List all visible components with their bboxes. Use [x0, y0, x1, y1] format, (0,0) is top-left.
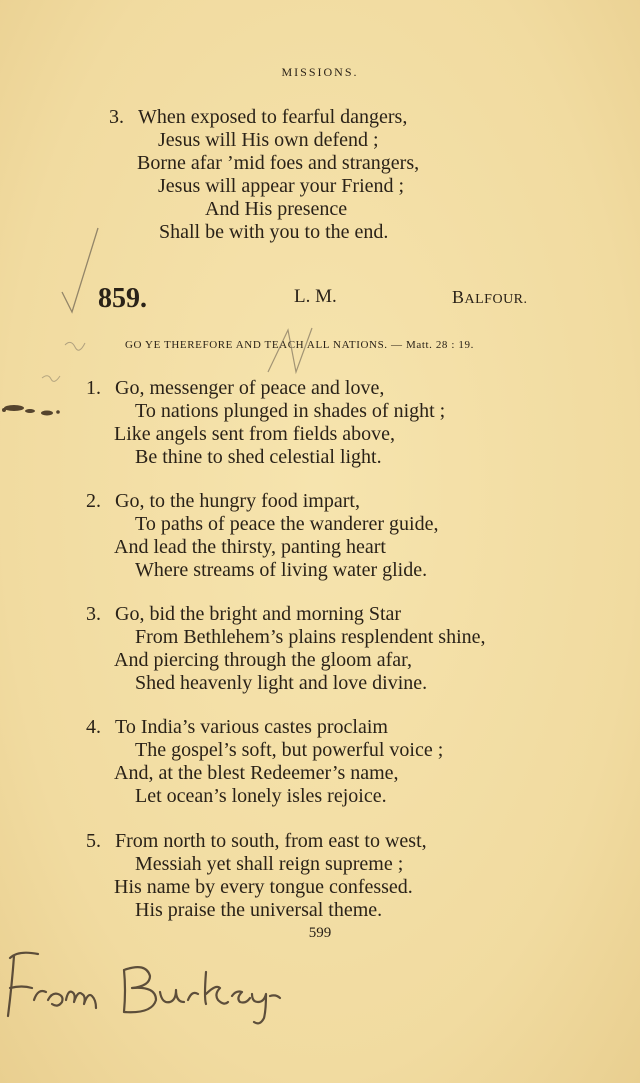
verse-line: When exposed to fearful dangers,	[138, 106, 408, 128]
verse-line: To India’s various castes proclaim	[115, 716, 388, 738]
verse-line: The gospel’s soft, but powerful voice ;	[135, 739, 444, 761]
verse-line: His name by every tongue confessed.	[114, 876, 413, 898]
stanza-number: 3.	[109, 106, 124, 128]
verse-line: His praise the universal theme.	[135, 899, 383, 921]
verse-line: Messiah yet shall reign supreme ;	[135, 853, 404, 875]
hymn-number: 859.	[98, 283, 147, 314]
verse-line: And lead the thirsty, panting heart	[114, 536, 386, 558]
verse-line: Jesus will appear your Friend ;	[158, 175, 405, 197]
ink-stain	[2, 405, 60, 416]
verse-line: Be thine to shed celestial light.	[135, 446, 382, 468]
scripture-reference: GO YE THEREFORE AND TEACH ALL NATIONS. — Matt. 28 : 19.	[125, 339, 474, 351]
verse-line: Jesus will His own defend ;	[158, 129, 379, 151]
verse-line: Borne afar ’mid foes and strangers,	[137, 152, 420, 174]
verse-line: Where streams of living water glide.	[135, 559, 428, 581]
verse-line: From Bethlehem’s plains resplendent shine,	[135, 626, 486, 648]
handwritten-signature	[8, 953, 280, 1024]
stanza-number: 5.	[86, 830, 101, 852]
verse-line: And, at the blest Redeemer’s name,	[114, 762, 399, 784]
pencil-check-mark	[62, 228, 98, 312]
verse-line: Shall be with you to the end.	[159, 221, 389, 243]
verse-line: Shed heavenly light and love divine.	[135, 672, 428, 694]
verse-line: From north to south, from east to west,	[115, 830, 427, 852]
verse-line: And piercing through the gloom afar,	[114, 649, 413, 671]
verse-line: Go, messenger of peace and love,	[115, 377, 385, 399]
stanza-number: 4.	[86, 716, 101, 738]
page-number: 599	[308, 925, 332, 941]
verse-line: Like angels sent from fields above,	[114, 423, 396, 445]
pencil-scribble	[65, 342, 85, 350]
verse-line: To paths of peace the wanderer guide,	[135, 513, 439, 535]
verse-line: To nations plunged in shades of night ;	[135, 400, 446, 422]
verse-line: Let ocean’s lonely isles rejoice.	[135, 785, 387, 807]
verse-line: And His presence	[205, 198, 348, 220]
stanza-number: 1.	[86, 377, 101, 399]
verse-line: Go, to the hungry food impart,	[115, 490, 360, 512]
pencil-scribble	[42, 376, 60, 382]
hymn-meter: L. M.	[294, 286, 337, 307]
verse-line: Go, bid the bright and morning Star	[115, 603, 402, 625]
stanza-number: 3.	[86, 603, 101, 625]
stanza-number: 2.	[86, 490, 101, 512]
tune-name: BALFOUR.	[452, 287, 528, 307]
running-title: MISSIONS.	[281, 65, 359, 79]
